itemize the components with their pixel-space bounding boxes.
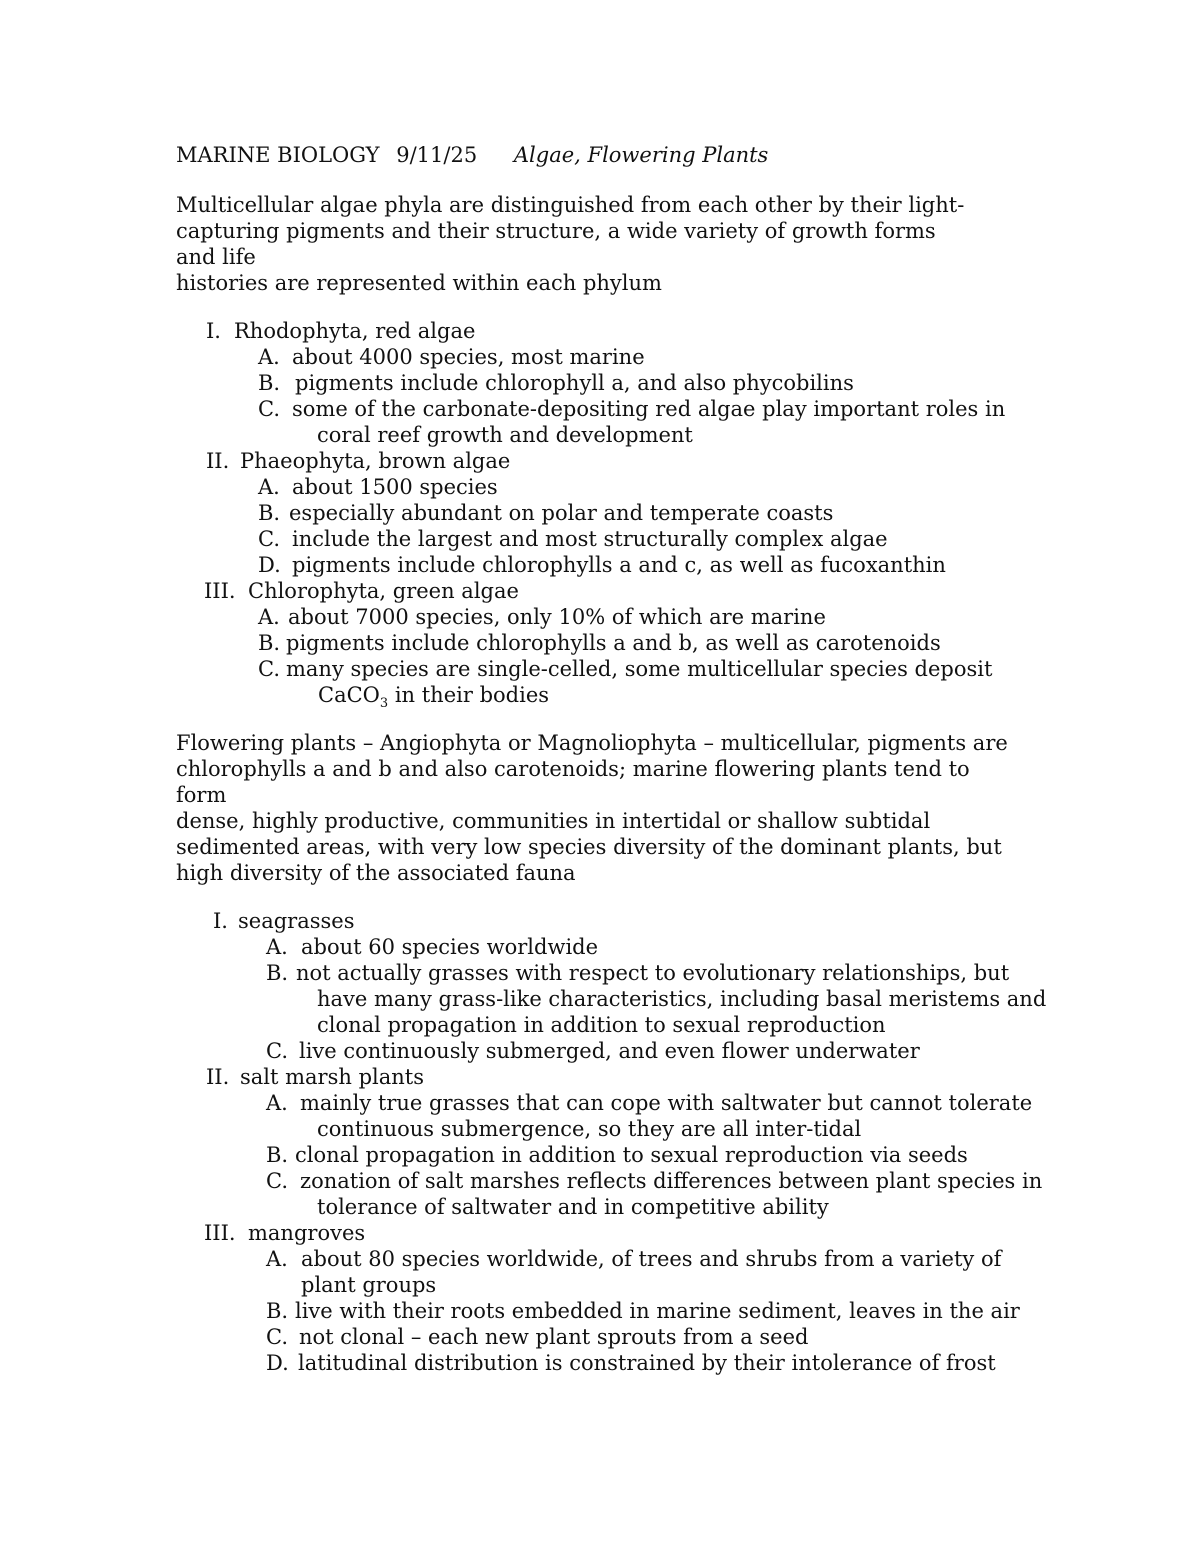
item-letter: C. — [258, 527, 280, 551]
outline-section-heading — [176, 1220, 1036, 1246]
item-letter: A. — [266, 935, 288, 959]
roman-numeral: III. — [204, 1221, 236, 1245]
item-text: especially abundant on polar and temperate coasts — [289, 501, 834, 525]
paragraph-line: dense, highly productive, communities in intertidal or shallow subtidal — [176, 809, 931, 833]
outline-section-heading — [176, 1064, 1036, 1090]
item-text-continued: tolerance of saltwater and in competitive ability — [317, 1195, 829, 1219]
section-title: salt marsh plants — [240, 1065, 424, 1089]
outline-item — [176, 526, 1036, 552]
paragraph-line: sedimented areas, with very low species diversity of the dominant plants, but — [176, 835, 1002, 859]
formula-trailing-text: in their bodies — [388, 683, 550, 707]
roman-numeral: II. — [206, 1065, 230, 1089]
item-text: about 4000 species, most marine — [292, 345, 645, 369]
item-text: not clonal – each new plant sprouts from a seed — [299, 1325, 809, 1349]
item-text: not actually grasses with respect to evolutionary relationships, but — [296, 961, 1010, 985]
item-text: live with their roots embedded in marine sediment, leaves in the air — [295, 1299, 1020, 1323]
item-text-continued: coral reef growth and development — [317, 423, 693, 447]
document-header — [176, 140, 1036, 170]
outline-item — [176, 630, 1036, 656]
outline-item — [176, 934, 1036, 960]
section-title: Chlorophyta, green algae — [248, 579, 519, 603]
item-text: include the largest and most structurally complex algae — [292, 527, 888, 551]
item-letter: A. — [258, 605, 280, 629]
outline-item — [176, 552, 1036, 578]
paragraph-line: capturing pigments and their structure, a wide variety of growth forms and life — [176, 219, 936, 269]
item-letter: C. — [266, 1169, 288, 1193]
outline-item — [176, 1298, 1036, 1324]
item-letter: A. — [258, 475, 280, 499]
paragraph-line: high diversity of the associated fauna — [176, 861, 576, 885]
lecture-topic: Algae, Flowering Plants — [513, 143, 769, 167]
item-letter: B. — [258, 371, 281, 395]
item-letter: C. — [266, 1325, 288, 1349]
item-text: about 60 species worldwide — [301, 935, 599, 959]
outline-item — [176, 396, 1036, 448]
item-text: pigments include chlorophylls a and c, as well as fucoxanthin — [292, 553, 946, 577]
paragraph-line: histories are represented within each phylum — [176, 271, 662, 295]
item-text: zonation of salt marshes reflects differences between plant species in — [300, 1169, 1043, 1193]
outline-item — [176, 344, 1036, 370]
roman-numeral: I. — [206, 319, 221, 343]
item-text: many species are single-celled, some multicellular species deposit — [286, 657, 993, 681]
algae-outline — [176, 318, 1036, 712]
item-letter: A. — [266, 1091, 288, 1115]
item-letter: C. — [258, 397, 280, 421]
item-text-continued — [318, 682, 1036, 712]
item-text-continued: plant groups — [301, 1273, 437, 1297]
outline-section-heading — [176, 318, 1036, 344]
item-text: some of the carbonate-depositing red algae play important roles in — [292, 397, 1006, 421]
outline-item — [176, 1246, 1036, 1298]
item-letter: C. — [258, 657, 280, 681]
item-letter: A. — [258, 345, 280, 369]
outline-item — [176, 604, 1036, 630]
algae-intro-paragraph — [176, 192, 976, 296]
formula-text: CaCO — [318, 683, 380, 707]
item-text: live continuously submerged, and even flower underwater — [299, 1039, 920, 1063]
outline-item — [176, 370, 1036, 396]
item-text-continued: clonal propagation in addition to sexual reproduction — [317, 1013, 886, 1037]
item-letter: B. — [266, 1299, 289, 1323]
item-letter: B. — [266, 961, 289, 985]
lecture-date: 9/11/25 — [396, 143, 478, 167]
item-text-continued: have many grass-like characteristics, including basal meristems and — [317, 987, 1047, 1011]
item-text: pigments include chlorophylls a and b, as well as carotenoids — [286, 631, 941, 655]
outline-section-heading — [176, 908, 1036, 934]
item-letter: D. — [266, 1351, 289, 1375]
outline-item — [176, 1350, 1036, 1376]
item-text: mainly true grasses that can cope with saltwater but cannot tolerate — [300, 1091, 1033, 1115]
outline-section-heading — [176, 578, 1036, 604]
document-page — [176, 140, 1047, 1398]
outline-section-heading — [176, 448, 1036, 474]
roman-numeral: II. — [206, 449, 230, 473]
outline-item — [176, 656, 1036, 712]
roman-numeral: III. — [204, 579, 236, 603]
item-letter: B. — [258, 501, 281, 525]
outline-item — [176, 1090, 1036, 1142]
outline-item — [176, 1168, 1043, 1220]
outline-item — [176, 1324, 1036, 1350]
item-text: about 1500 species — [292, 475, 498, 499]
section-title: Phaeophyta, brown algae — [240, 449, 511, 473]
flowering-intro-paragraph — [176, 730, 1026, 886]
roman-numeral: I. — [213, 909, 228, 933]
section-title: Rhodophyta, red algae — [234, 319, 476, 343]
course-title: MARINE BIOLOGY — [176, 143, 380, 167]
formula-subscript: 3 — [379, 696, 389, 712]
item-text: about 7000 species, only 10% of which are marine — [288, 605, 826, 629]
item-text-continued: continuous submergence, so they are all inter-tidal — [317, 1117, 862, 1141]
paragraph-line: Multicellular algae phyla are distinguished from each other by their light- — [176, 193, 965, 217]
paragraph-line: Flowering plants – Angiophyta or Magnoliophyta – multicellular, pigments are — [176, 731, 1008, 755]
item-letter: D. — [258, 553, 281, 577]
section-title: seagrasses — [238, 909, 355, 933]
item-text: about 80 species worldwide, of trees and shrubs from a variety of — [301, 1247, 1002, 1271]
section-title: mangroves — [248, 1221, 366, 1245]
item-letter: A. — [266, 1247, 288, 1271]
outline-item — [176, 474, 1036, 500]
item-text: latitudinal distribution is constrained by their intolerance of frost — [298, 1351, 996, 1375]
item-letter: B. — [258, 631, 281, 655]
flowering-outline — [176, 908, 1047, 1376]
outline-item — [176, 960, 1047, 1038]
item-letter: C. — [266, 1039, 288, 1063]
outline-item — [176, 500, 1036, 526]
item-text: clonal propagation in addition to sexual reproduction via seeds — [295, 1143, 968, 1167]
paragraph-line: chlorophylls a and b and also carotenoids; marine flowering plants tend to form — [176, 757, 970, 807]
outline-item — [176, 1038, 1036, 1064]
item-text: pigments include chlorophyll a, and also phycobilins — [295, 371, 854, 395]
outline-item — [176, 1142, 1036, 1168]
item-letter: B. — [266, 1143, 289, 1167]
